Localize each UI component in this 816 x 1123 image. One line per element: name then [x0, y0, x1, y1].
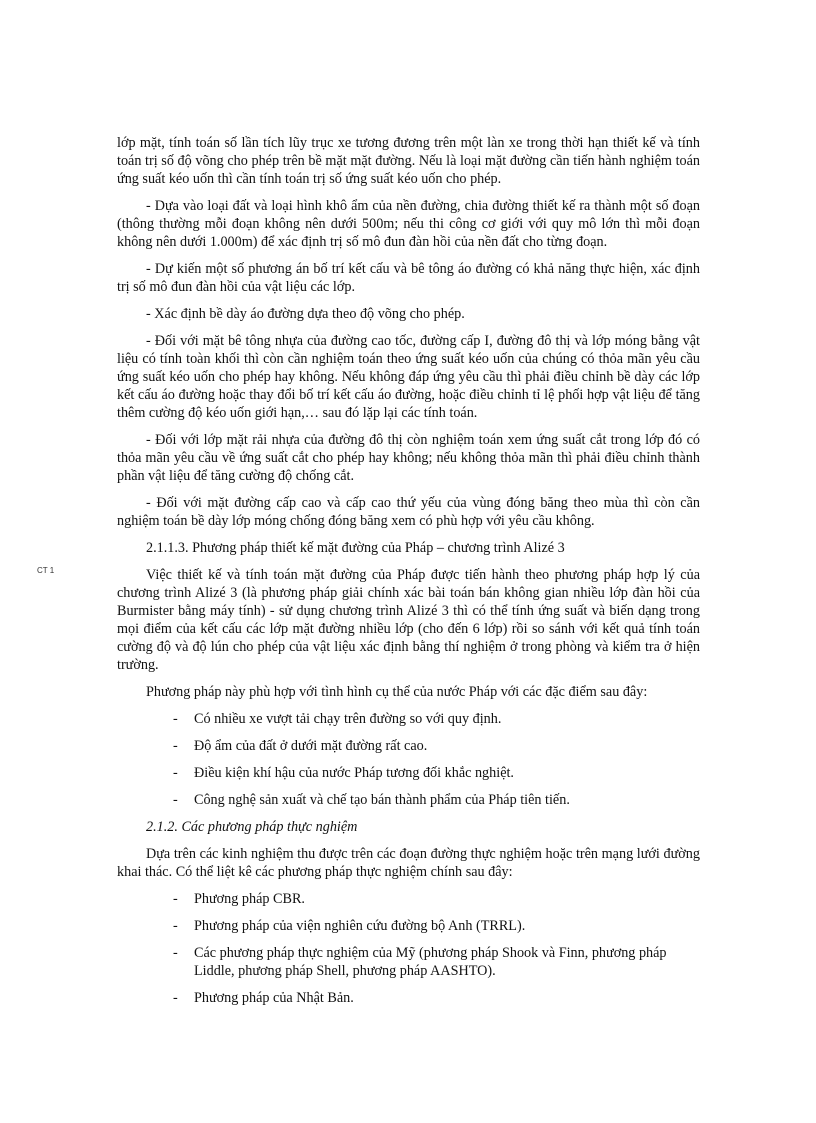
paragraph: - Dựa vào loại đất và loại hình khô ẩm của nền đường, chia đường thiết kế ra thành một số đoạn (thông thường mỗi đoạn không nên dưới 500m; nếu thi công cơ giới với quy mô lớn thì mỗi đoạn không nên dưới 1.000m) để xác định trị số mô đun đàn hồi của nền đất cho từng đoạn.: [117, 198, 700, 250]
paragraph: - Dự kiến một số phương án bố trí kết cấu và bê tông áo đường có khả năng thực hiện, xác định trị số mô đun đàn hồi của vật liệu các lớp.: [117, 261, 700, 295]
list-item-text: Công nghệ sản xuất và chế tạo bán thành phẩm của Pháp tiên tiến.: [194, 792, 570, 808]
paragraph: - Đối với mặt đường cấp cao và cấp cao thứ yếu của vùng đóng băng theo mùa thì còn cần nghiệm toán bề dày lớp móng chống đóng băng xem có phù hợp với yêu cầu không.: [117, 495, 700, 529]
list-item: [117, 737, 700, 755]
document-page: [117, 134, 700, 1016]
list-item: [117, 764, 700, 782]
list-item-text: Phương pháp của Nhật Bản.: [194, 990, 354, 1006]
list-dash: -: [173, 918, 178, 934]
list-item: [117, 917, 700, 935]
list-item: [117, 710, 700, 728]
paragraph: Phương pháp này phù hợp với tình hình cụ thể của nước Pháp với các đặc điểm sau đây:: [146, 684, 648, 700]
paragraph: lớp mặt, tính toán số lần tích lũy trục xe tương đương trên một làn xe trong thời hạn thiết kế và tính toán trị số độ võng cho phép trên bề mặt mặt đường. Nếu là loại mặt đường cần tiến hành nghiệm toán ứng suất kéo uốn thì cần tính toán trị số ứng suất kéo uốn cho phép.: [117, 135, 700, 187]
subsection-heading: 2.1.2. Các phương pháp thực nghiệm: [146, 819, 358, 835]
paragraph: Việc thiết kế và tính toán mặt đường của Pháp được tiến hành theo phương pháp hợp lý của chương trình Alizé 3 (là phương pháp giải chính xác bài toán bán không gian nhiều lớp đàn hồi của Burmister bằng máy tính) - sử dụng chương trình Alizé 3 thì có thể tính ứng suất và biến dạng trong mọi điểm của kết cấu các lớp mặt đường nhiều lớp (cho đến 6 lớp) rồi so sánh với kết quả tính toán cường độ và độ lún cho phép của vật liệu xác định bằng thí nghiệm ở trong phòng và kiểm tra ở hiện trường.: [117, 567, 700, 673]
paragraph: Dựa trên các kinh nghiệm thu được trên các đoạn đường thực nghiệm hoặc trên mạng lưới đường khai thác. Có thể liệt kê các phương pháp thực nghiệm chính sau đây:: [117, 846, 700, 880]
list-item-text: Phương pháp của viện nghiên cứu đường bộ Anh (TRRL).: [194, 918, 526, 934]
margin-comment-marker: CT 1: [37, 566, 55, 575]
list-item: [117, 791, 700, 809]
list-item-text: Phương pháp CBR.: [194, 891, 305, 907]
list-item-text: Các phương pháp thực nghiệm của Mỹ (phương pháp Shook và Finn, phương pháp Liddle, phương pháp Shell, phương pháp AASHTO).: [194, 945, 667, 979]
paragraph: - Xác định bề dày áo đường dựa theo độ võng cho phép.: [146, 306, 465, 322]
list-item-text: Có nhiều xe vượt tải chạy trên đường so với quy định.: [194, 711, 502, 727]
list-dash: -: [173, 990, 178, 1006]
list-dash: -: [173, 711, 178, 727]
list-dash: -: [173, 765, 178, 781]
list-dash: -: [173, 945, 178, 961]
paragraph: - Đối với mặt bê tông nhựa của đường cao tốc, đường cấp I, đường đô thị và lớp móng bằng vật liệu có tính toàn khối thì còn cần nghiệm toán theo ứng suất kéo uốn của chúng có thỏa mãn yêu cầu ứng suất kéo uốn cho phép hay không. Nếu không đáp ứng yêu cầu thì phải điều chỉnh bề dày các lớp kết cấu áo đường hoặc thay đổi bố trí kết cấu áo đường, hoặc điều chỉnh tỉ lệ phối hợp vật liệu để tăng thêm cường độ kéo uốn giới hạn,… sau đó lặp lại các tính toán.: [117, 333, 700, 421]
list-item: [117, 944, 700, 980]
section-heading: 2.1.1.3. Phương pháp thiết kế mặt đường của Pháp – chương trình Alizé 3: [146, 540, 565, 556]
list-item: [117, 989, 700, 1007]
list-item-text: Độ ẩm của đất ở dưới mặt đường rất cao.: [194, 738, 428, 754]
list-dash: -: [173, 891, 178, 907]
paragraph: - Đối với lớp mặt rải nhựa của đường đô thị còn nghiệm toán xem ứng suất cắt trong lớp đó có thỏa mãn yêu cầu về ứng suất cắt cho phép hay không; nếu không thỏa mãn thì phải điều chỉnh thành phần vật liệu để tăng cường độ chống cắt.: [117, 432, 700, 484]
list-item: [117, 890, 700, 908]
list-dash: -: [173, 792, 178, 808]
list-dash: -: [173, 738, 178, 754]
list-item-text: Điều kiện khí hậu của nước Pháp tương đối khắc nghiệt.: [194, 765, 514, 781]
